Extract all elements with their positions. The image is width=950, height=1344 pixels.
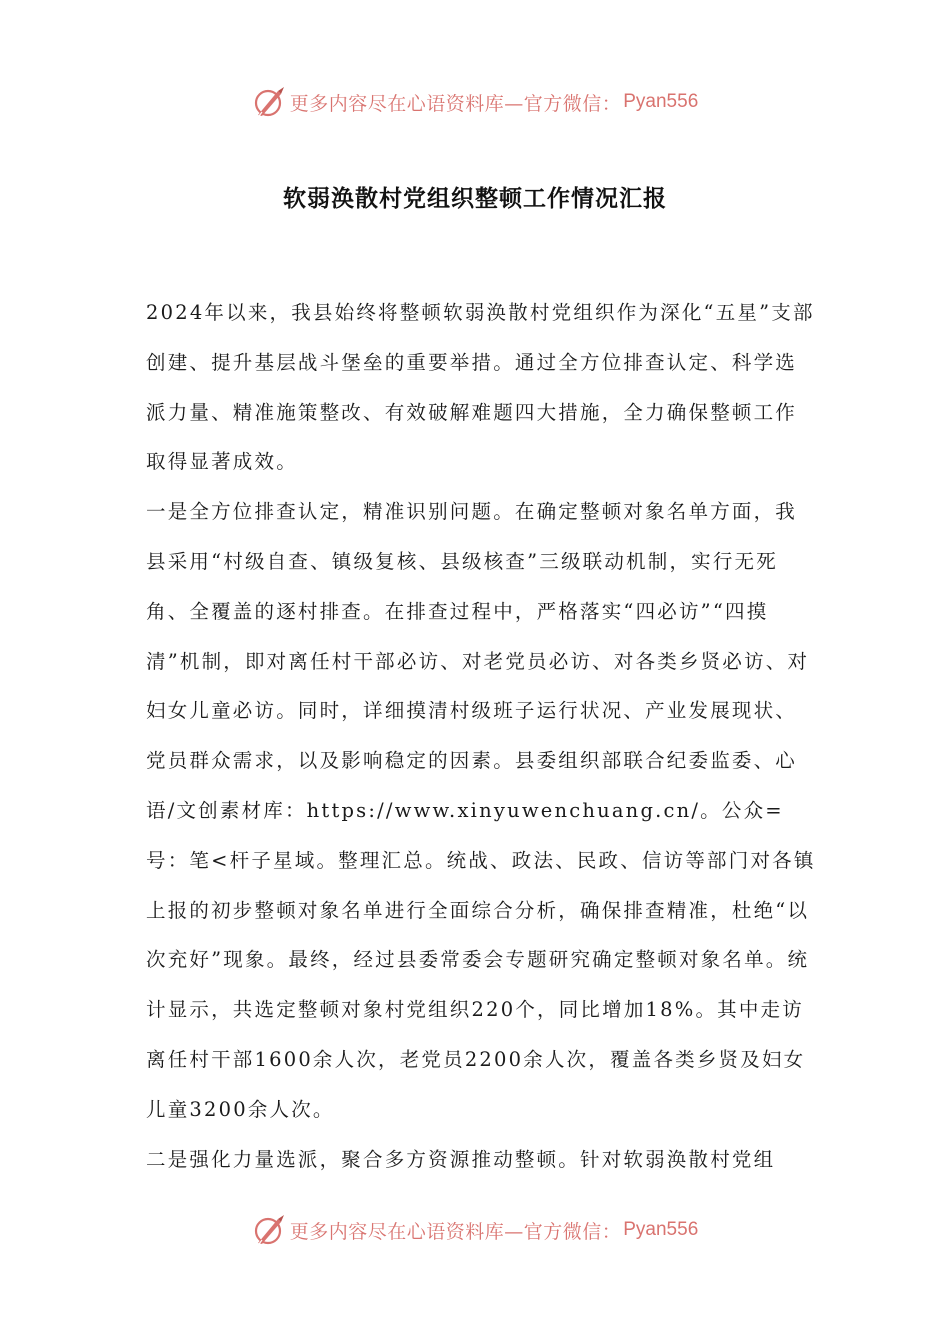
document-body [146,288,818,1184]
document-title: 软弱涣散村党组织整顿工作情况汇报 [283,186,667,212]
watermark-wechat-id: Pyan556 [623,91,699,112]
paragraph-intro: 2024年以来，我县始终将整顿软弱涣散村党组织作为深化“五星”支部创建、提升基层战斗堡垒的重要举措。通过全方位排查认定、科学选派力量、精准施策整改、有效破解难题四大措施，全力确保整顿工作取得显著成效。 [146,301,815,474]
paragraph-section-one: 一是全方位排查认定，精准识别问题。在确定整顿对象名单方面，我县采用“村级自查、镇级复核、县级核查”三级联动机制，实行无死角、全覆盖的逐村排查。在排查过程中，严格落实“四必访”“四摸清”机制，即对离任村干部必访、对老党员必访、对各类乡贤必访、对妇女儿童必访。同时，详细摸清村级班子运行状况、产业发展现状、党员群众需求，以及影响稳定的因素。县委组织部联合纪委监委、心语/文创素材库：https://www.xinyuwenchuang.cn/。公众=号：笔<杆子星域。整理汇总。统战、政法、民政、信访等部门对各镇上报的初步整顿对象名单进行全面综合分析，确保排查精准，杜绝“以次充好”现象。最终，经过县委常委会专题研究确定整顿对象名单。统计显示，共选定整顿对象村党组织220个，同比增加18%。其中走访离任村干部1600余人次，老党员2200余人次，覆盖各类乡贤及妇女儿童3200余人次。 [146,500,816,1121]
paragraph-section-two: 二是强化力量选派，聚合多方资源推动整顿。针对软弱涣散村党组 [146,1147,776,1171]
quill-pen-icon [252,1213,286,1247]
watermark-text: 更多内容尽在心语资料库—官方微信： [289,1220,622,1243]
footer-watermark [0,1210,950,1250]
watermark-wechat-id: Pyan556 [623,1219,699,1240]
header-watermark [0,82,950,122]
quill-pen-icon [252,85,286,119]
watermark-text: 更多内容尽在心语资料库—官方微信： [289,92,622,115]
